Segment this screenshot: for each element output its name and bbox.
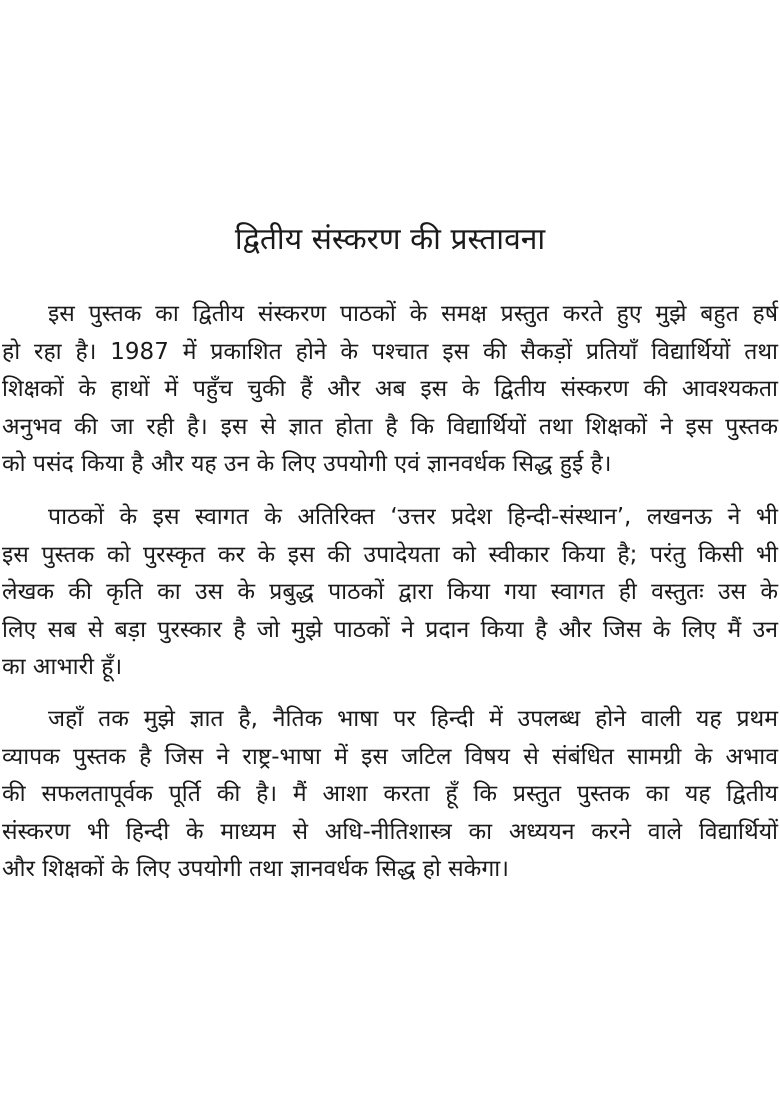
paragraph-1 xyxy=(2,296,778,484)
text-line: संस्करण भी हिन्दी के माध्यम से अधि-नीतिशास्त्र का अध्ययन करने वाले विद्यार्थियों xyxy=(2,818,778,845)
text-line: का आभारी हूँ। xyxy=(2,654,123,680)
text-line: जहाँ तक मुझे ज्ञात है, नैतिक भाषा पर हिन्दी में उपलब्ध होने वाली यह प्रथम xyxy=(48,706,778,732)
text-line: हो रहा है। 1987 में प्रकाशित होने के पश्चात इस की सैकड़ों प्रतियाँ विद्यार्थियों तथा xyxy=(2,338,778,365)
text-line: और शिक्षकों के लिए उपयोगी तथा ज्ञानवर्धक सिद्ध हो सकेगा। xyxy=(2,856,509,882)
text-line: इस पुस्तक को पुरस्कृत कर के इस की उपादेयता को स्वीकार किया है; परंतु किसी भी xyxy=(2,541,778,568)
text-line: को पसंद किया है और यह उन के लिए उपयोगी एवं ज्ञानवर्धक सिद्ध हुई है। xyxy=(2,451,612,477)
paragraph-3 xyxy=(2,701,778,889)
text-line: पाठकों के इस स्वागत के अतिरिक्त ‘उत्तर प्रदेश हिन्दी-संस्थान’, लखनऊ ने भी xyxy=(48,504,778,530)
text-line: इस पुस्तक का द्वितीय संस्करण पाठकों के समक्ष प्रस्तुत करते हुए मुझे बहुत हर्ष xyxy=(48,301,778,327)
text-line: लिए सब से बड़ा पुरस्कार है जो मुझे पाठकों ने प्रदान किया है और जिस के लिए मैं उन xyxy=(2,616,778,643)
text-line: अनुभव की जा रही है। इस से ज्ञात होता है कि विद्यार्थियों तथा शिक्षकों ने इस पुस्तक xyxy=(2,413,778,440)
text-line: व्यापक पुस्तक है जिस ने राष्ट्र-भाषा में इस जटिल विषय से संबंधित सामग्री के अभाव xyxy=(2,743,778,770)
text-line: लेखक की कृति का उस के प्रबुद्ध पाठकों द्वारा किया गया स्वागत ही वस्तुतः उस के xyxy=(2,579,778,605)
paragraph-2 xyxy=(2,499,778,687)
text-line: की सफलतापूर्वक पूर्ति की है। मैं आशा करता हूँ कि प्रस्तुत पुस्तक का यह द्वितीय xyxy=(2,781,778,807)
text-line: शिक्षकों के हाथों में पहुँच चुकी हैं और अब इस के द्वितीय संस्करण की आवश्यकता xyxy=(2,376,778,402)
page-title: द्वितीय संस्करण की प्रस्तावना xyxy=(234,222,546,257)
